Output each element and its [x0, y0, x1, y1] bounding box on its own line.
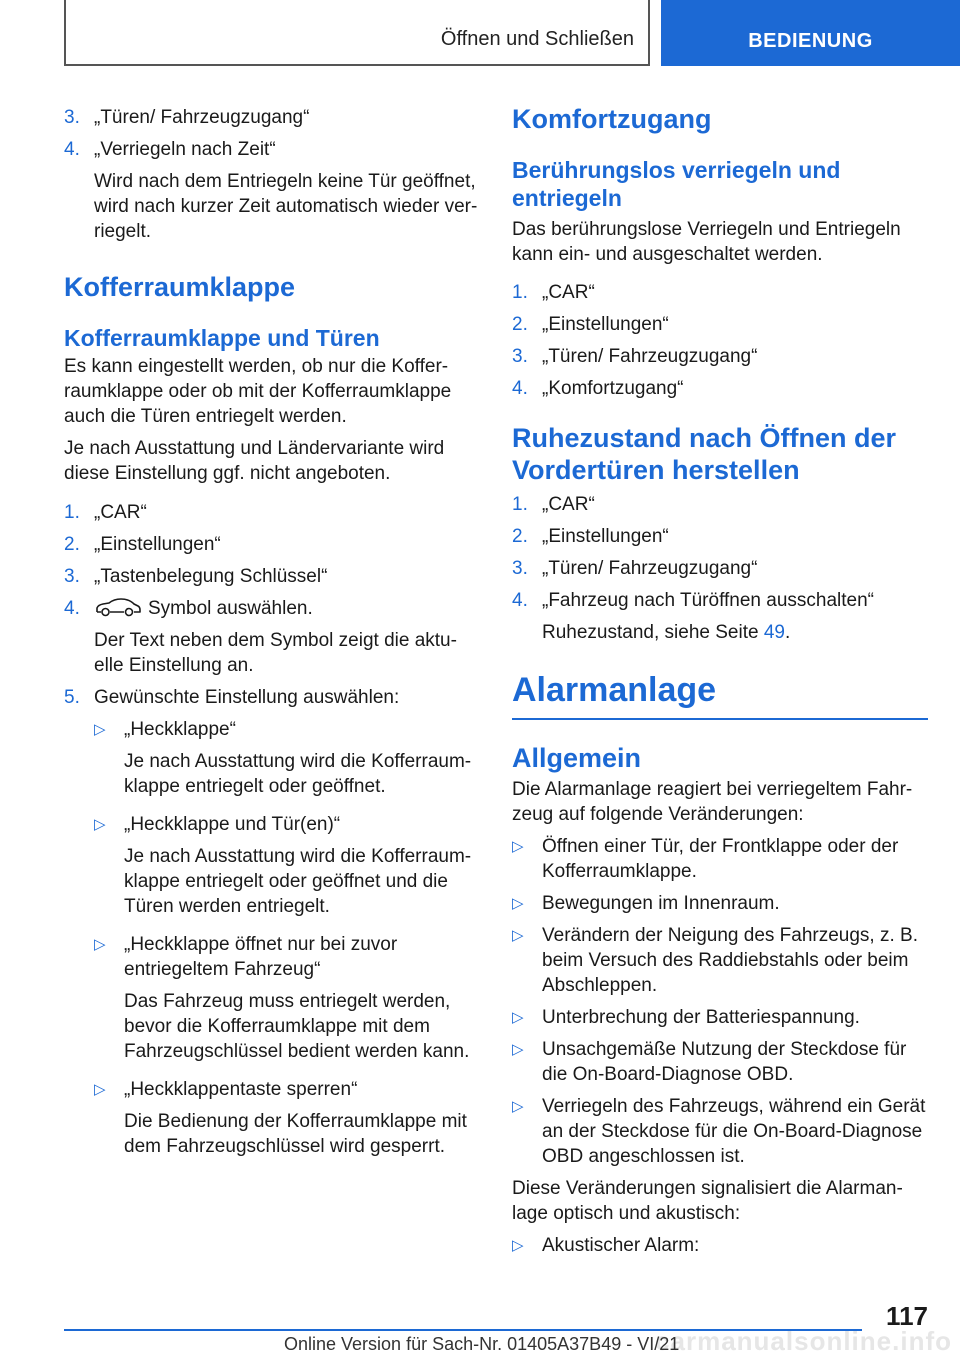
list-item — [64, 137, 484, 162]
heading-allgemein: Allgemein — [512, 743, 642, 773]
text-line: Verriegeln des Fahrzeugs, während ein Gerät — [542, 1096, 926, 1117]
text-line: auch die Türen entriegelt werden. — [64, 406, 347, 427]
list-text: „Komfortzugang“ — [542, 378, 684, 399]
option-description — [64, 844, 484, 919]
list-number: 4. — [512, 590, 528, 611]
heading-kofferraumklappe-tueren: Kofferraumklappe und Türen — [64, 325, 380, 351]
text-line: wird nach kurzer Zeit automatisch wieder ver- — [94, 196, 478, 217]
heading-line: Vordertüren herstellen — [512, 455, 800, 485]
heading-rule — [512, 718, 928, 720]
text-line: die On-Board-Diagnose OBD. — [542, 1064, 794, 1085]
list-number: 2. — [64, 534, 80, 555]
watermark: carmanualsonline.info — [655, 1326, 952, 1356]
option-description — [64, 749, 484, 799]
list-text: „Fahrzeug nach Türöffnen ausschalten“ — [542, 590, 874, 611]
bullet-item — [512, 923, 928, 998]
text-line: Fahrzeugschlüssel bedient werden kann. — [124, 1041, 470, 1062]
bullet-item — [512, 834, 928, 884]
list-number: 4. — [64, 598, 80, 619]
list-item-description — [64, 169, 484, 244]
triangle-right-icon: ▷ — [94, 1081, 106, 1098]
list-text: „CAR“ — [94, 502, 147, 523]
list-text: „Türen/ Fahrzeugzugang“ — [542, 346, 758, 367]
text-line: Je nach Ausstattung wird die Kofferraum- — [124, 751, 472, 772]
triangle-right-icon: ▷ — [512, 1009, 524, 1026]
triangle-right-icon: ▷ — [94, 816, 106, 833]
list-item — [64, 500, 484, 525]
option-description — [64, 1109, 484, 1159]
text-line: Die Bedienung der Kofferraumklappe mit — [124, 1111, 467, 1132]
option-item — [64, 1077, 484, 1102]
list-number: 1. — [512, 494, 528, 515]
list-text: Symbol auswählen. — [148, 598, 313, 619]
text-line: Das Fahrzeug muss entriegelt werden, — [124, 991, 451, 1012]
text-line: Türen werden entriegelt. — [124, 896, 330, 917]
list-item — [64, 532, 484, 557]
text-line: Kofferraumklappe. — [542, 861, 697, 882]
header-section-box — [64, 0, 650, 66]
header-tab[interactable] — [661, 0, 960, 66]
list-number: 3. — [512, 558, 528, 579]
text-line: klappe entriegelt oder geöffnet. — [124, 776, 386, 797]
list-item — [512, 492, 928, 517]
car-icon — [94, 597, 142, 617]
triangle-right-icon: ▷ — [512, 895, 524, 912]
triangle-right-icon: ▷ — [94, 721, 106, 738]
heading-komfortzugang: Komfortzugang — [512, 104, 712, 134]
bullet-item — [512, 1094, 928, 1169]
heading-beruehrungslos — [512, 156, 928, 212]
list-item-description — [64, 628, 484, 678]
text-line: Akustischer Alarm: — [542, 1235, 700, 1256]
heading-alarmanlage: Alarmanlage — [512, 671, 717, 709]
list-item — [64, 685, 484, 710]
triangle-right-icon: ▷ — [512, 1098, 524, 1115]
text-line: lage optisch und akustisch: — [512, 1203, 741, 1224]
text-line: riegelt. — [94, 221, 152, 242]
paragraph — [512, 1176, 928, 1226]
list-text: „Einstellungen“ — [94, 534, 221, 555]
heading-line: entriegeln — [512, 185, 622, 211]
text-line: dem Fahrzeugschlüssel wird gesperrt. — [124, 1136, 446, 1157]
bullet-item — [512, 1005, 928, 1030]
option-description — [64, 989, 484, 1064]
list-text: „Verriegeln nach Zeit“ — [94, 139, 276, 160]
list-number: 1. — [512, 282, 528, 303]
list-number: 2. — [512, 526, 528, 547]
option-item — [64, 812, 484, 837]
list-number: 3. — [64, 107, 80, 128]
list-text: „Einstellungen“ — [542, 526, 669, 547]
page-number: 117 — [886, 1301, 928, 1331]
text-line: kann ein- und ausgeschaltet werden. — [512, 244, 823, 265]
list-item — [512, 376, 928, 401]
list-item — [512, 280, 928, 305]
right-column — [512, 100, 928, 1258]
list-text: „Türen/ Fahrzeugzugang“ — [94, 107, 310, 128]
list-item — [64, 596, 484, 621]
text-line: elle Einstellung an. — [94, 655, 254, 676]
list-item — [64, 564, 484, 589]
list-number: 5. — [64, 687, 80, 708]
text-line: Die Alarmanlage reagiert bei verriegeltem Fahr- — [512, 779, 913, 800]
triangle-right-icon: ▷ — [512, 927, 524, 944]
text-line: Abschleppen. — [542, 975, 658, 996]
paragraph — [64, 436, 484, 486]
text-line: bevor die Kofferraumklappe mit dem — [124, 1016, 430, 1037]
text-line: OBD angeschlossen ist. — [542, 1146, 745, 1167]
list-item — [512, 588, 928, 613]
list-item — [512, 524, 928, 549]
text-line: zeug auf folgende Veränderungen: — [512, 804, 804, 825]
header-section-title: Öffnen und Schließen — [440, 28, 634, 50]
bullet-item — [512, 1037, 928, 1087]
page-link[interactable]: 49 — [763, 622, 785, 643]
list-item-description — [512, 620, 928, 645]
text-line: Es kann eingestellt werden, ob nur die Koffer- — [64, 356, 449, 377]
list-text: „Türen/ Fahrzeugzugang“ — [542, 558, 758, 579]
triangle-right-icon: ▷ — [94, 936, 106, 953]
option-title: „Heckklappe“ — [124, 719, 236, 740]
heading-ruhezustand — [512, 422, 928, 486]
text-line: raumklappe oder ob mit der Kofferraumklappe — [64, 381, 452, 402]
list-number: 4. — [512, 378, 528, 399]
heading-kofferraumklappe: Kofferraumklappe — [64, 272, 296, 302]
text-line: Unsachgemäße Nutzung der Steckdose für — [542, 1039, 907, 1060]
text-line: Wird nach dem Entriegeln keine Tür geöffnet, — [94, 171, 476, 192]
list-number: 3. — [64, 566, 80, 587]
text-line: diese Einstellung ggf. nicht angeboten. — [64, 463, 391, 484]
list-number: 2. — [512, 314, 528, 335]
text-line: Unterbrechung der Batteriespannung. — [542, 1007, 860, 1028]
text-punctuation: . — [784, 622, 791, 643]
list-number: 4. — [64, 139, 80, 160]
list-number: 3. — [512, 346, 528, 367]
bullet-item — [512, 1233, 928, 1258]
paragraph — [512, 217, 928, 267]
option-title: entriegeltem Fahrzeug“ — [124, 959, 321, 980]
list-text: „CAR“ — [542, 282, 595, 303]
text-line: Je nach Ausstattung wird die Kofferraum- — [124, 846, 472, 867]
header-tab-label: BEDIENUNG — [748, 30, 873, 52]
text-line: Das berührungslose Verriegeln und Entriegeln — [512, 219, 901, 240]
heading-line: Ruhezustand nach Öffnen der — [512, 423, 897, 453]
text-line: an der Steckdose für die On-Board-Diagnose — [542, 1121, 923, 1142]
text-line: Je nach Ausstattung und Ländervariante wird — [64, 438, 445, 459]
list-text: Gewünschte Einstellung auswählen: — [94, 687, 400, 708]
paragraph — [64, 354, 484, 429]
paragraph — [512, 777, 928, 827]
text-line: Öffnen einer Tür, der Frontklappe oder der — [542, 836, 899, 857]
footer-online-version: Online Version für Sach-Nr. 01405A37B49 - VI/21 — [284, 1334, 680, 1354]
text-line: Bewegungen im Innenraum. — [542, 893, 780, 914]
option-item — [64, 717, 484, 742]
triangle-right-icon: ▷ — [512, 1041, 524, 1058]
list-text: „Einstellungen“ — [542, 314, 669, 335]
triangle-right-icon: ▷ — [512, 1237, 524, 1254]
list-item — [512, 312, 928, 337]
option-title: „Heckklappentaste sperren“ — [124, 1079, 358, 1100]
list-item — [512, 344, 928, 369]
option-item — [64, 932, 484, 982]
list-text: „CAR“ — [542, 494, 595, 515]
option-title: „Heckklappe und Tür(en)“ — [124, 814, 341, 835]
left-column — [64, 100, 484, 1159]
triangle-right-icon: ▷ — [512, 838, 524, 855]
text-line: Diese Veränderungen signalisiert die Alarman- — [512, 1178, 903, 1199]
list-item — [512, 556, 928, 581]
text-line: Ruhezustand, siehe Seite — [542, 622, 764, 643]
list-number: 1. — [64, 502, 80, 523]
list-text: „Tastenbelegung Schlüssel“ — [94, 566, 328, 587]
text-line: Der Text neben dem Symbol zeigt die aktu- — [94, 630, 457, 651]
option-title: „Heckklappe öffnet nur bei zuvor — [124, 934, 398, 955]
list-item — [64, 105, 484, 130]
bullet-item — [512, 891, 928, 916]
text-line: klappe entriegelt oder geöffnet und die — [124, 871, 448, 892]
heading-line: Berührungslos verriegeln und — [512, 157, 841, 183]
text-line: beim Versuch des Raddiebstahls oder beim — [542, 950, 909, 971]
text-line: Verändern der Neigung des Fahrzeugs, z. B. — [542, 925, 919, 946]
